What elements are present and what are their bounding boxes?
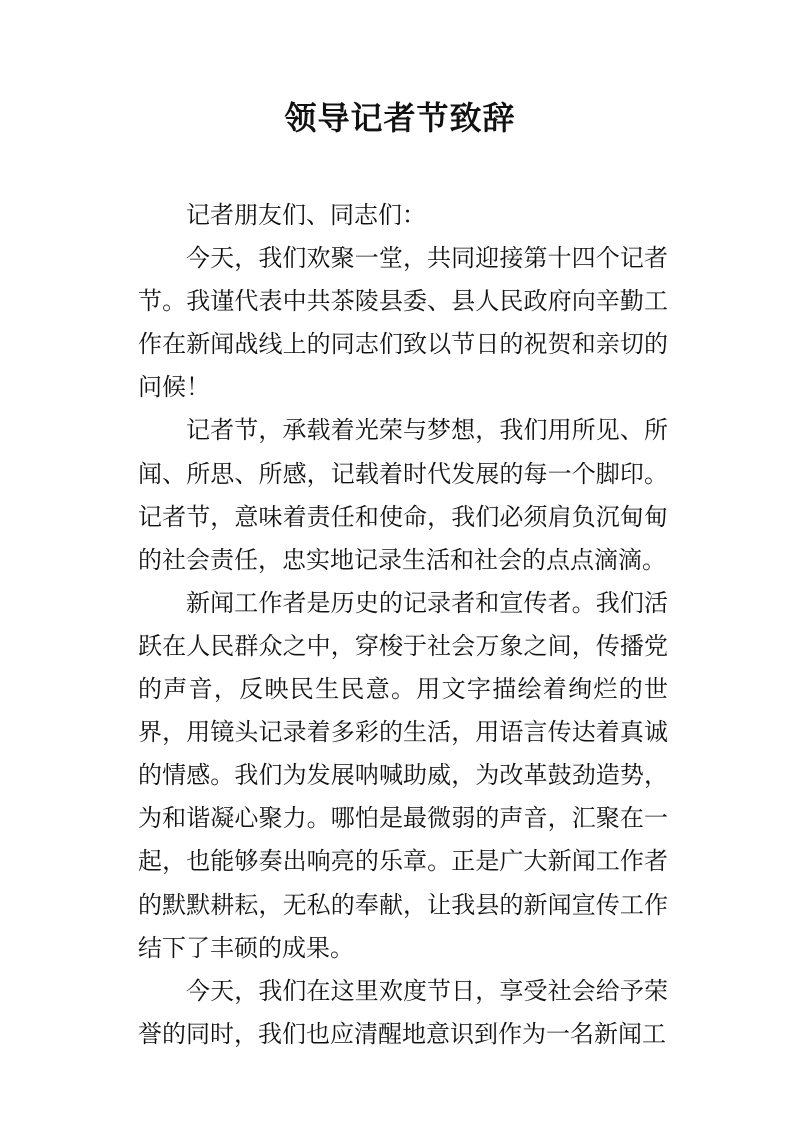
document-title: 领导记者节致辞 (284, 99, 516, 137)
paragraph-1: 今天，我们欢聚一堂，共同迎接第十四个记者节。我谨代表中共茶陵县委、县人民政府向辛勤工作在新闻战线上的同志们致以节日的祝贺和亲切的问候！ (138, 244, 668, 402)
document-body (138, 194, 668, 1056)
paragraph-2: 记者节，承载着光荣与梦想，我们用所见、所闻、所思、所感，记载着时代发展的每一个脚印。记者节，意味着责任和使命，我们必须肩负沉甸甸的社会责任，忠实地记录生活和社会的点点滴滴。 (138, 416, 668, 574)
paragraph-4: 今天，我们在这里欢度节日，享受社会给予荣誉的同时，我们也应清醒地意识到作为一名新闻工 (138, 976, 668, 1048)
paragraph-3: 新闻工作者是历史的记录者和宣传者。我们活跃在人民群众之中，穿梭于社会万象之间，传播党的声音，反映民生民意。用文字描绘着绚烂的世界，用镜头记录着多彩的生活，用语言传达着真诚的情感。我们为发展呐喊助威，为改革鼓劲造势，为和谐凝心聚力。哪怕是最微弱的声音，汇聚在一起，也能够奏出响亮的乐章。正是广大新闻工作者的默默耕耘，无私的奉献，让我县的新闻宣传工作结下了丰硕的成果。 (138, 588, 668, 962)
salutation: 记者朋友们、同志们： (186, 201, 426, 229)
